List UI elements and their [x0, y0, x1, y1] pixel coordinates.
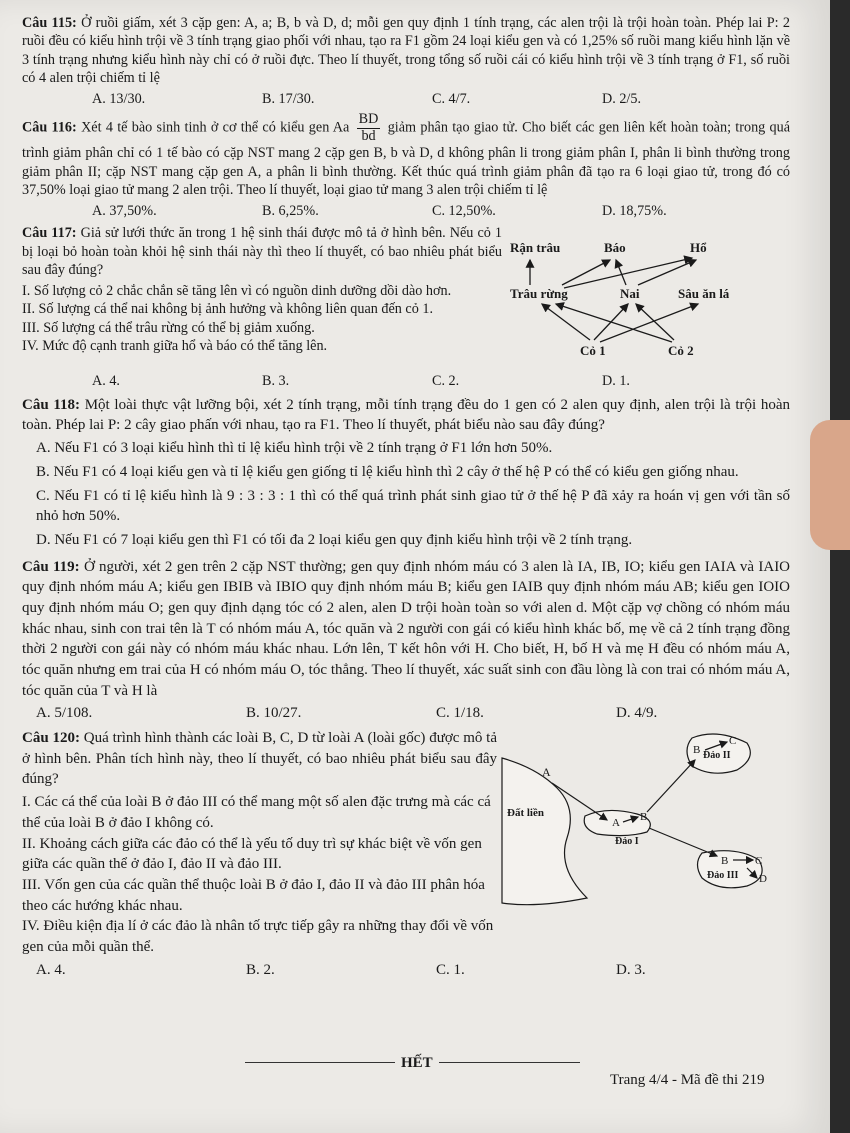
question-116 [22, 112, 790, 200]
fraction-denominator: bd [361, 127, 376, 144]
option-c: C. 2. [432, 373, 460, 390]
arrow-island1-island3 [649, 828, 717, 856]
food-web-diagram [502, 230, 782, 370]
question-120-options [22, 960, 790, 981]
question-115 [22, 14, 790, 88]
question-116-text-a: Xét 4 tế bào sinh tinh ở cơ thể có kiểu gen Aa [81, 119, 350, 136]
edge-co1-traurung [542, 304, 590, 340]
question-120 [22, 728, 790, 958]
question-117-stem [22, 224, 502, 279]
edge-nai-bao [616, 260, 626, 285]
node-bao: Báo [604, 240, 626, 256]
label-species-c-island-2: C [729, 735, 737, 748]
genotype-fraction [357, 112, 381, 144]
question-119 [22, 557, 790, 702]
label-island-3: Đảo III [707, 870, 739, 882]
label-species-a-mainland: A [542, 765, 551, 780]
label-mainland: Đất liền [507, 807, 544, 820]
question-120-text-column [22, 728, 497, 958]
option-a: A. 37,50%. [92, 202, 157, 219]
question-115-number: Câu 115: [22, 15, 77, 31]
label-island-1: Đảo I [615, 836, 639, 848]
question-117 [22, 224, 790, 370]
node-co2: Cỏ 2 [668, 343, 694, 359]
label-species-c-island-3: C [755, 855, 763, 868]
option-d: D. 18,75%. [602, 202, 667, 219]
label-species-a-island-1: A [612, 817, 620, 830]
question-116-text-b: giảm phân tạo giao tử. Cho biết các gen liên kết hoàn toàn; trong quá trình giảm phân chỉ có 1 tế bào có cặp NST mang 2 cặp gen B, b và D, d không phân li trong giảm phân I, phân li bình thường trong giảm phân II; cặp NST mang cặp gen A, a phân li bình thường. Kết thúc quá trình giảm phân đã tạo ra 6 loại giao tử, trong đó có 37,50% loại giao tử mang 2 alen trội. Theo lí thuyết, loại giao tử mang 3 alen trội chiếm tỉ lệ [22, 119, 791, 199]
speciation-map-diagram [497, 728, 787, 918]
question-117-number: Câu 117: [22, 225, 77, 242]
option-a: A. 5/108. [36, 705, 93, 722]
footer-page-number: Trang 4/4 - Mã đề thi 219 [610, 1072, 765, 1088]
label-island-2: Đảo II [703, 750, 731, 762]
question-118-number: Câu 118: [22, 396, 81, 413]
option-d: D. 3. [616, 961, 646, 978]
node-nai: Nai [620, 286, 640, 302]
label-species-d-island-3: D [759, 873, 767, 886]
question-117-text: Giả sử lưới thức ăn trong 1 hệ sinh thái được mô tả ở hình bên. Nếu cỏ 1 bị loại bỏ hoàn toàn khỏi hệ sinh thái này thì theo lí thuyết, có bao nhiêu phát biểu sau đây đúng? [22, 225, 503, 279]
fraction-numerator: BD [358, 111, 379, 128]
option-b: B. 17/30. [262, 90, 315, 107]
statement-1: I. Số lượng cỏ 2 chắc chắn sẽ tăng lên vì có nguồn dinh dưỡng dồi dào hơn. [22, 282, 452, 299]
option-d: D. 4/9. [616, 705, 658, 722]
edge-co2-nai [636, 304, 674, 340]
edge-traurung-bao [562, 260, 610, 285]
option-a: A. 4. [36, 961, 66, 978]
node-ran-trau: Rận trâu [510, 240, 561, 256]
option-a: A. 4. [92, 373, 120, 390]
option-b: B. 3. [262, 373, 290, 390]
option-b: B. 10/27. [246, 705, 302, 722]
footer-end-label: HẾT [395, 1055, 439, 1072]
node-co1: Cỏ 1 [580, 343, 606, 359]
mainland-shape [502, 758, 587, 905]
question-120-text: Quá trình hình thành các loài B, C, D từ loài A (loài gốc) được mô tả ở hình bên. Phân tích hình này, theo lí thuyết, có bao nhiêu phát biểu sau đây đúng? [22, 730, 498, 788]
option-c: C. 1/18. [436, 705, 484, 722]
question-119-options [22, 703, 790, 724]
question-117-options [22, 372, 790, 390]
option-d: D. 1. [602, 373, 630, 390]
exam-content [22, 14, 790, 984]
question-118-option-c: C. Nếu F1 có tỉ lệ kiểu hình là 9 : 3 : 3 : 1 thì có thể quá trình phát sinh giao tử ở thế hệ P đã xảy ra hoán vị gen với tần số nhỏ hơn 50%. [36, 487, 790, 525]
question-118 [22, 395, 790, 436]
statement-1: I. Các cá thể của loài B ở đảo III có thể mang một số alen đặc trưng mà các cá thể của loài B ở đảo I không có. [22, 794, 491, 831]
statement-2: II. Khoảng cách giữa các đảo có thể là yếu tố duy trì sự khác biệt về vốn gen giữa các quần thể ở đảo I, đảo II và đảo III. [22, 835, 482, 873]
question-118-option-b: B. Nếu F1 có 4 loại kiểu gen và tỉ lệ kiểu gen giống tỉ lệ kiểu hình thì 2 cây ở thế hệ P có thể có kiểu gen giống nhau. [36, 463, 739, 480]
node-ho: Hổ [690, 240, 707, 256]
question-116-number: Câu 116: [22, 119, 77, 136]
label-species-b-island-2: B [693, 744, 701, 757]
edge-traurung-ho [564, 258, 692, 288]
question-118-option-a: A. Nếu F1 có 3 loại kiểu hình thì tỉ lệ kiểu hình trội về 2 tính trạng ở F1 lớn hơn 50%. [36, 440, 553, 457]
question-120-number: Câu 120: [22, 730, 80, 747]
arrow-island1-island2 [647, 760, 695, 812]
label-species-b-island-3: B [721, 855, 729, 868]
question-115-text: Ở ruồi giấm, xét 3 cặp gen: A, a; B, b và D, d; mỗi gen quy định 1 tính trạng, các alen trội là trội hoàn toàn. Phép lai P: 2 ruồi đều có kiểu hình trội về 3 tính trạng giao phối với nhau, tạo ra F1 gồm 24 loại kiểu gen và có 1,25% số ruồi mang kiểu hình lặn về 3 tính trạng nhưng kiểu hình này chỉ có ở ruồi đực. Theo lí thuyết, trong tổng số ruồi cái có kiểu hình trội về 3 tính trạng ở F1, số ruồi có 4 alen trội chiếm tỉ lệ [22, 15, 790, 87]
option-c: C. 1. [436, 961, 465, 978]
node-sau-an-la: Sâu ăn lá [678, 286, 730, 302]
option-d: D. 2/5. [602, 90, 642, 107]
node-trau-rung: Trâu rừng [510, 286, 568, 302]
label-species-b-island-1: B [640, 811, 648, 824]
statement-2: II. Số lượng cá thể nai không bị ảnh hưởng và không liên quan đến cỏ 1. [22, 301, 434, 318]
question-118-option-d: D. Nếu F1 có 7 loại kiểu gen thì F1 có tối đa 2 loại kiểu gen quy định kiểu hình trội về 2 tính trạng. [36, 531, 633, 548]
statement-4: IV. Mức độ cạnh tranh giữa hổ và báo có thể tăng lên. [22, 338, 328, 355]
option-a: A. 13/30. [92, 90, 146, 107]
question-116-options [22, 202, 790, 220]
question-118-text: Một loài thực vật lưỡng bội, xét 2 tính trạng, mỗi tính trạng đều do 1 gen có 2 alen quy định, alen trội là trội hoàn toàn. Phép lai P: 2 cây giao phấn với nhau, tạo ra F1. Theo lí thuyết, phát biểu nào sau đây đúng? [22, 396, 791, 434]
statement-3: III. Số lượng cá thể trâu rừng có thể bị giảm xuống. [22, 319, 315, 336]
statement-3: III. Vốn gen của các quần thể thuộc loài B ở đảo I, đảo II và đảo III phân hóa theo các hướng khác nhau. [22, 876, 485, 914]
option-b: B. 6,25%. [262, 202, 319, 219]
option-c: C. 4/7. [432, 90, 471, 107]
question-115-options [22, 90, 790, 108]
thumb-finger [810, 420, 850, 550]
question-120-stem [22, 728, 497, 790]
question-117-text-column [22, 224, 502, 370]
option-b: B. 2. [246, 961, 275, 978]
option-c: C. 12,50%. [432, 202, 496, 219]
question-119-text: Ở người, xét 2 gen trên 2 cặp NST thường; gen quy định nhóm máu có 3 alen là IA, IB, IO; kiểu gen IAIA và IAIO quy định nhóm máu A; kiểu gen IBIB và IBIO quy định nhóm máu B; kiểu gen IAIB quy định nhóm máu AB; kiểu gen IOIO quy định nhóm máu O; gen quy định dạng tóc có 2 alen, alen D trội hoàn toàn so với alen d. Một cặp vợ chồng có nhóm máu khác nhau, sinh con trai tên là T có nhóm máu A, tóc quăn và 2 người con gái có kiểu hình khác bố, mẹ về cả 2 tính trạng đồng thời 2 người con gái này có nhóm máu khác nhau. Lớn lên, T kết hôn với H. Cho biết, H, bố H và mẹ H đều có nhóm máu A, tóc quăn nhưng em trai của H có nhóm máu O, tóc thẳng. Theo lí thuyết, xác suất sinh con đầu lòng là con trai có nhóm máu A, tóc quăn của T và H là [22, 558, 791, 699]
question-119-number: Câu 119: [22, 558, 80, 575]
statement-4: IV. Điều kiện địa lí ở các đảo là nhân tố trực tiếp gây ra những thay đổi về vốn gen của mỗi quần thể. [22, 918, 494, 955]
